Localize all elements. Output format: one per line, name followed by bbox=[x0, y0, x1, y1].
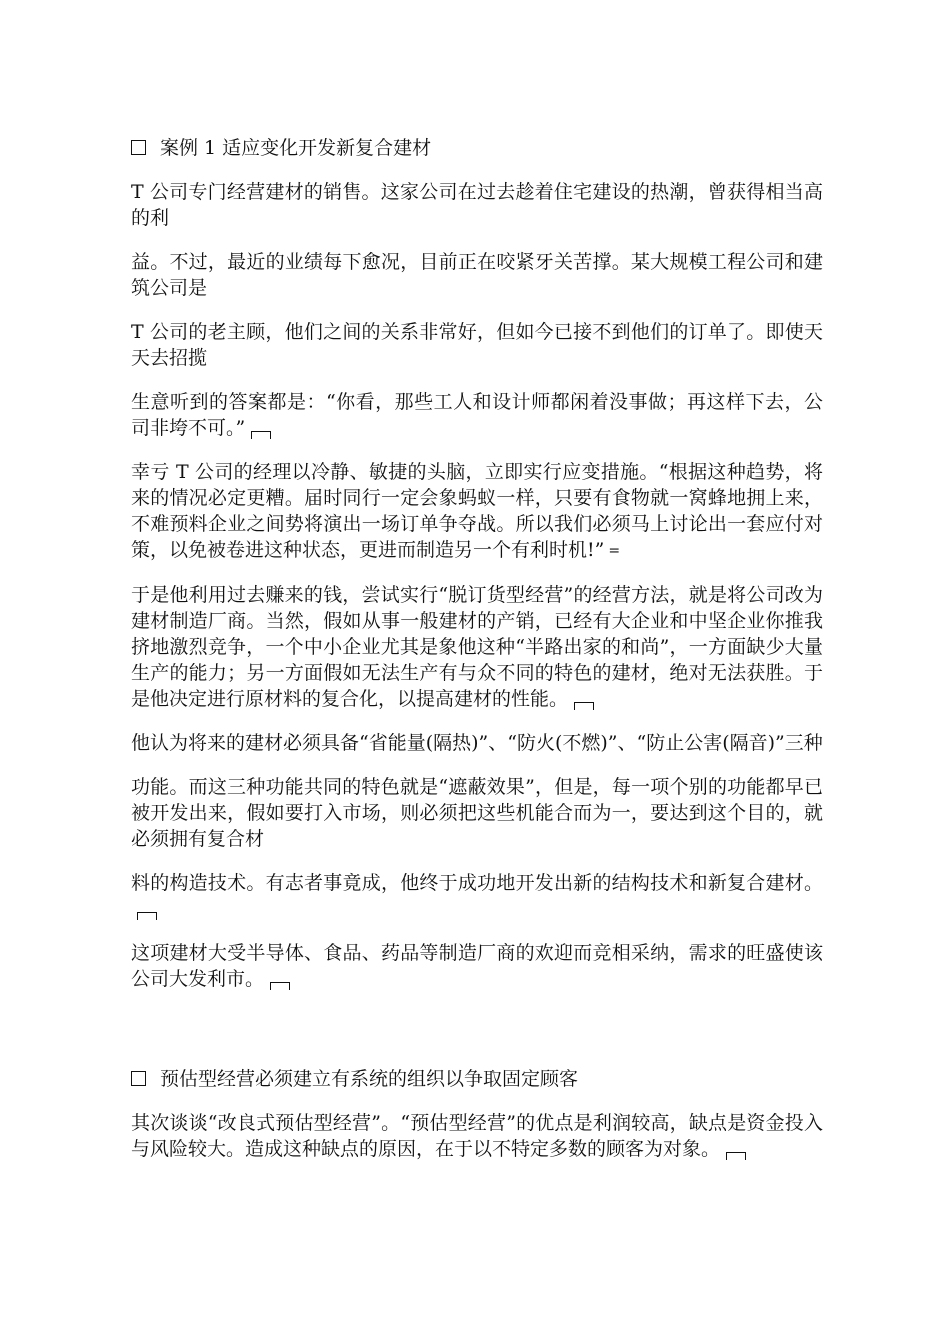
paragraph-end-mark-icon bbox=[270, 982, 290, 990]
section-heading-case1 bbox=[131, 135, 823, 161]
paragraph bbox=[131, 582, 823, 712]
paragraph-end-equals-icon: = bbox=[608, 543, 621, 559]
paragraph-text: T 公司的老主顾，他们之间的关系非常好，但如今已接不到他们的订单了。即使天天去招揽 bbox=[131, 321, 823, 369]
paragraph bbox=[131, 319, 823, 371]
paragraph bbox=[131, 730, 823, 756]
paragraph-end-mark-icon bbox=[574, 702, 594, 710]
section-spacer bbox=[131, 1010, 823, 1066]
section-heading-forecast bbox=[131, 1066, 823, 1092]
paragraph bbox=[131, 940, 823, 992]
paragraph bbox=[131, 179, 823, 231]
paragraph bbox=[131, 774, 823, 852]
paragraph-text: 生意听到的答案都是：“你看，那些工人和设计师都闲着没事做；再这样下去，公司非垮不可。” bbox=[131, 391, 823, 439]
paragraph-text: 这项建材大受半导体、食品、药品等制造厂商的欢迎而竞相采纳，需求的旺盛使该公司大发利市。 bbox=[131, 942, 823, 990]
paragraph bbox=[131, 389, 823, 441]
heading-text: 预估型经营必须建立有系统的组织以争取固定顾客 bbox=[160, 1068, 579, 1090]
checkbox-square-icon bbox=[131, 1071, 146, 1086]
paragraph-end-mark-icon bbox=[726, 1152, 746, 1160]
paragraph bbox=[131, 870, 823, 922]
document-page bbox=[131, 135, 823, 1180]
paragraph-text: 益。不过，最近的业绩每下愈况，目前正在咬紧牙关苦撑。某大规模工程公司和建筑公司是 bbox=[131, 251, 823, 299]
paragraph-end-mark-icon bbox=[251, 431, 271, 439]
heading-text: 案例 1 适应变化开发新复合建材 bbox=[160, 137, 432, 159]
paragraph-text: 他认为将来的建材必须具备“省能量(隔热)”、“防火(不燃)”、“防止公害(隔音)”三种 bbox=[131, 732, 823, 754]
paragraph-text: 于是他利用过去赚来的钱，尝试实行“脱订货型经营”的经营方法，就是将公司改为建材制造厂商。当然，假如从事一般建材的产销，已经有大企业和中坚企业你推我挤地激烈竞争，一个中小企业尤其是象他这种“半路出家的和尚”，一方面缺少大量生产的能力；另一方面假如无法生产有与众不同的特色的建材，绝对无法获胜。于是他决定进行原材料的复合化，以提高建材的性能。 bbox=[131, 584, 823, 710]
paragraph bbox=[131, 459, 823, 564]
paragraph-text: 功能。而这三种功能共同的特色就是“遮蔽效果”，但是，每一项个别的功能都早已被开发出来，假如要打入市场，则必须把这些机能合而为一，要达到这个目的，就必须拥有复合材 bbox=[131, 776, 823, 850]
paragraph-text: 幸亏 T 公司的经理以冷静、敏捷的头脑，立即实行应变措施。“根据这种趋势，将来的情况必定更糟。届时同行一定会象蚂蚁一样，只要有食物就一窝蜂地拥上来，不难预料企业之间势将演出一场订单争夺战。所以我们必须马上讨论出一套应付对策，以免被卷进这种状态，更进而制造另一个有利时机!” bbox=[131, 461, 823, 561]
checkbox-square-icon bbox=[131, 140, 146, 155]
paragraph-text: T 公司专门经营建材的销售。这家公司在过去趁着住宅建设的热潮，曾获得相当高的利 bbox=[131, 181, 823, 229]
paragraph-end-mark-icon bbox=[137, 912, 157, 920]
paragraph-text: 料的构造技术。有志者事竟成，他终于成功地开发出新的结构技术和新复合建材。 bbox=[131, 872, 823, 894]
paragraph bbox=[131, 1110, 823, 1162]
paragraph-text: 其次谈谈“改良式预估型经营”。“预估型经营”的优点是利润较高，缺点是资金投入与风险较大。造成这种缺点的原因，在于以不特定多数的顾客为对象。 bbox=[131, 1112, 823, 1160]
paragraph bbox=[131, 249, 823, 301]
